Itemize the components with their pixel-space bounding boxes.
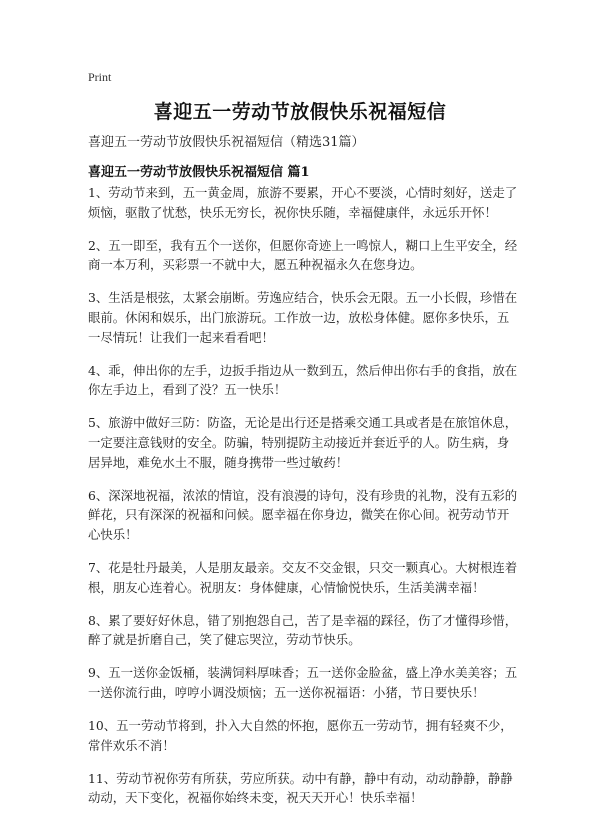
list-item: 8、累了要好好休息，错了别抱怨自己，苦了是幸福的踩径，伤了才懂得珍惜，醉了就是折磨自己，笑了健忘哭泣，劳动节快乐。 xyxy=(88,612,518,648)
list-item: 10、五一劳动节将到，扑入大自然的怀抱，愿你五一劳动节，拥有轻爽不少，常伴欢乐不消！ xyxy=(88,717,513,753)
list-item: 2、五一即至，我有五个一送你，但愿你奇迹上一鸣惊人，糊口上生平安全，经商一本万利，买彩票一不就中大，愿五种祝福永久在您身边。 xyxy=(88,237,518,273)
section-heading: 喜迎五一劳动节放假快乐祝福短信 篇1 xyxy=(88,165,310,180)
list-item: 7、花是牡丹最美，人是朋友最亲。交友不交金银，只交一颗真心。大树根连着根，朋友心连着心。祝朋友：身体健康，心情愉悦快乐，生活美满幸福！ xyxy=(88,559,518,595)
list-item: 6、深深地祝福，浓浓的情谊，没有浪漫的诗句，没有珍贵的礼物，没有五彩的鲜花，只有深深的祝福和问候。愿幸福在你身边，微笑在你心间。祝劳动节开心快乐！ xyxy=(88,487,518,542)
page-subtitle: 喜迎五一劳动节放假快乐祝福短信（精选31篇） xyxy=(88,135,365,150)
list-item: 4、乖，伸出你的左手，边扳手指边从一数到五，然后伸出你右手的食指，放在你左手边上，看到了没？五一快乐！ xyxy=(88,362,518,398)
list-item: 9、五一送你金饭桶，装满饲料厚味香；五一送你金脸盆，盛上净水美美容；五一送你流行曲，哼哼小调没烦恼；五一送你祝福语：小猪，节日要快乐！ xyxy=(88,665,518,700)
greeting-list xyxy=(88,183,520,821)
list-item: 5、旅游中做好三防：防盗，无论是出行还是搭乘交通工具或者是在旅馆休息，一定要注意钱财的安全。防骗，特别提防主动接近并套近乎的人。防生病，身居异地，难免水土不服，随身携带一些过敏药！ xyxy=(88,415,518,470)
list-item: 11、劳动节祝你劳有所获，劳应所获。动中有静，静中有动，动动静静，静静动动，天下变化，祝福你始终未变，祝天天开心！快乐幸福！ xyxy=(88,770,513,806)
page-title: 喜迎五一劳动节放假快乐祝福短信 xyxy=(153,101,447,123)
list-item: 3、生活是根弦，太紧会崩断。劳逸应结合，快乐会无限。五一小长假，珍惜在眼前。休闲和娱乐，出门旅游玩。工作放一边，放松身体健。愿你多快乐，五一尽情玩！让我们一起来看看吧！ xyxy=(88,290,518,345)
print-link[interactable]: Print xyxy=(88,70,112,84)
list-item: 1、劳动节来到，五一黄金周，旅游不要累，开心不要淡，心情时刻好，送走了烦恼，驱散了忧愁，快乐无穷长，祝你快乐随，幸福健康伴，永远乐开怀！ xyxy=(88,185,518,220)
